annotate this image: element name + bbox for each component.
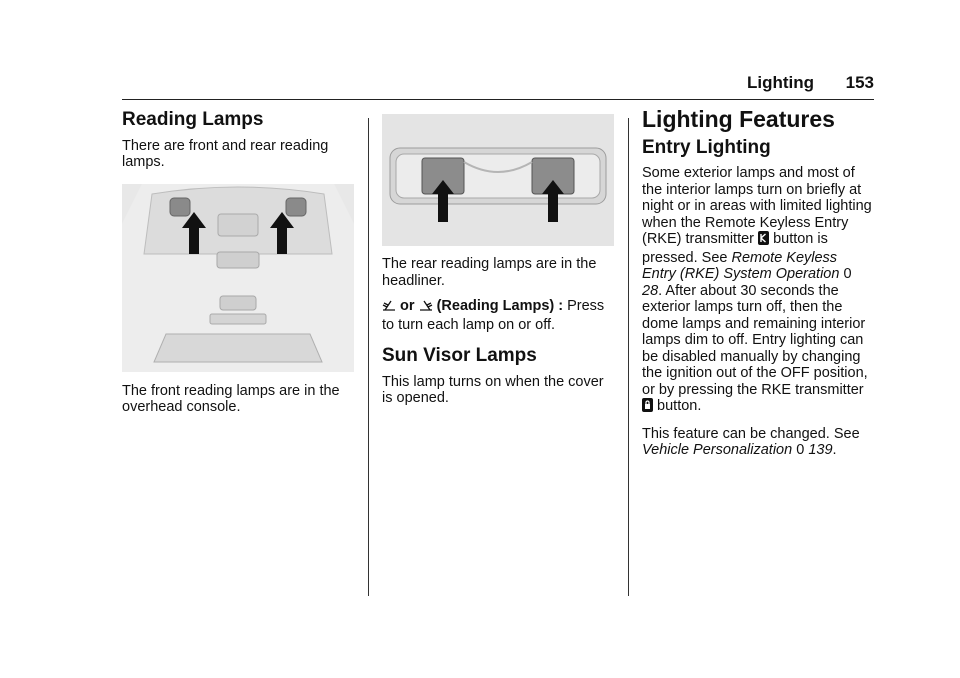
heading-lighting-features: Lighting Features <box>642 106 835 132</box>
page-number: 153 <box>845 73 874 92</box>
personalization-paragraph <box>642 426 874 459</box>
entry-text-d: button. <box>657 398 702 414</box>
entry-text-b: button is pressed. See <box>642 231 828 266</box>
column-lighting-features <box>642 106 874 459</box>
rear-lamps-caption: The rear reading lamps are in the headliner. <box>382 256 597 289</box>
unlock-key-icon <box>758 231 769 250</box>
heading-reading-lamps: Reading Lamps <box>122 109 264 130</box>
rke-link[interactable]: Remote Keyless Entry (RKE) System Operation <box>642 249 840 282</box>
rke-page-ref[interactable]: 28 <box>642 282 659 299</box>
section-title: Lighting <box>746 73 814 92</box>
entry-text-a: Some exterior lamps and most of the interior lamps turn on briefly at night or in areas with limited lighting when the Remote Keyless Entry (RKE) transmitter <box>642 165 872 247</box>
column-divider <box>368 118 369 596</box>
rear-lamps-figure <box>382 114 614 246</box>
column-reading-lamps <box>122 110 354 416</box>
lock-key-icon <box>642 398 653 417</box>
column-rear-lamps <box>382 114 614 407</box>
headliner-illustration <box>382 114 614 246</box>
front-lamps-figure <box>122 184 354 372</box>
reading-lamps-text: Press to turn each lamp on or off. <box>382 298 605 333</box>
intro-text: There are front and rear reading lamps. <box>122 137 329 170</box>
rear-lamp-icon <box>419 298 433 317</box>
page-ref-arrow: 0 <box>796 442 805 458</box>
page-ref-arrow: 0 <box>843 266 852 282</box>
page-header <box>122 72 874 100</box>
vehicle-personalization-link[interactable]: Vehicle Personalization <box>642 442 793 458</box>
overhead-console-illustration <box>122 184 354 372</box>
reading-lamps-entry <box>382 298 614 333</box>
reading-lamps-label: (Reading Lamps) : <box>436 298 564 314</box>
heading-entry-lighting: Entry Lighting <box>642 136 771 158</box>
or-word: or <box>400 298 415 314</box>
entry-text-c: . After about 30 seconds the exterior lamps turn off, then the dome lamps and remaining interior lamps dim to off. Entry lighting can be disabled manually by changing the ignition out of the OFF position, or by pressing the RKE transmitter <box>642 282 868 398</box>
personalization-end: . <box>832 442 837 458</box>
sun-visor-text: This lamp turns on when the cover is opened. <box>382 373 604 406</box>
column-divider <box>628 118 629 596</box>
heading-sun-visor-lamps: Sun Visor Lamps <box>382 345 537 366</box>
front-lamp-icon <box>382 298 396 317</box>
front-lamps-caption: The front reading lamps are in the overhead console. <box>122 382 340 415</box>
personalization-text: This feature can be changed. See <box>642 425 860 442</box>
personalization-page-ref[interactable]: 139 <box>808 442 833 458</box>
entry-lighting-paragraph <box>642 165 874 417</box>
